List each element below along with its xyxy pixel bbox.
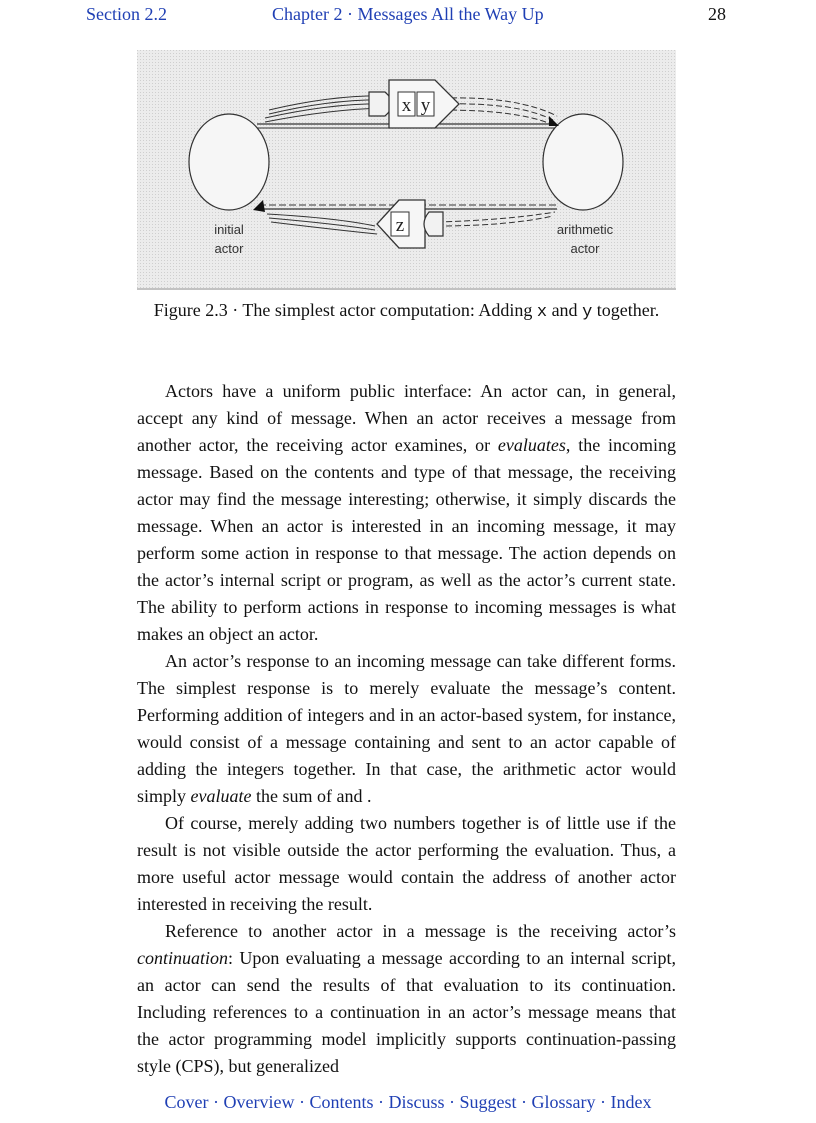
p2-emphasis: evaluate	[190, 786, 252, 806]
caption-y: y	[582, 303, 593, 322]
p2-text-a: An actor’s response to an incoming message can take different forms. The simplest response is to merely evaluate the message’s content. Performing addition of integers and in an actor-based system, for instance, would consist of a message containing and sent to an actor capable of adding the integers together. In that case, the arithmetic actor would simply	[137, 651, 676, 806]
p1-text-a: Actors have a uniform public interface: An actor can, in general, accept any kind of message. When an actor receives a message from another actor, the receiving actor examines, or	[137, 381, 676, 455]
p1-emphasis: evaluates	[497, 435, 566, 455]
message-y: y	[420, 95, 431, 116]
footer-separator: ·	[298, 1092, 305, 1112]
footer-link-suggest[interactable]: Suggest	[459, 1092, 517, 1112]
footer-link-index[interactable]: Index	[610, 1092, 652, 1112]
p4-text-a: Reference to another actor in a message is the receiving actor’s	[165, 921, 676, 941]
paragraph-2	[137, 648, 676, 810]
paragraph-4	[137, 918, 676, 1080]
footer-separator: ·	[600, 1092, 607, 1112]
chapter-link[interactable]: Chapter 2 · Messages All the Way Up	[272, 4, 544, 24]
p1-text-b: , the incoming message. Based on the contents and type of that message, the receiving actor may find the message interesting; otherwise, it simply discards the message. When an actor is interested in an incoming message, it may perform some action in response to that message. The action depends on the actor’s internal script or program, as well as the actor’s current state. The ability to perform actions in response to incoming messages is what makes an object an actor.	[137, 435, 677, 644]
actor-diagram	[137, 50, 676, 290]
initial-actor-label-2: actor	[214, 241, 244, 256]
caption-x: x	[536, 303, 548, 322]
p2-text-b: the sum of and .	[251, 786, 372, 806]
footer-link-discuss[interactable]: Discuss	[388, 1092, 445, 1112]
footer-link-overview[interactable]: Overview	[223, 1092, 295, 1112]
page-header	[0, 4, 816, 30]
message-x: x	[401, 95, 412, 116]
footer-nav	[0, 1092, 816, 1113]
paragraph-3	[137, 810, 676, 918]
footer-separator: ·	[521, 1092, 528, 1112]
footer-separator: ·	[377, 1092, 384, 1112]
footer-separator: ·	[212, 1092, 219, 1112]
section-link[interactable]: Section 2.2	[86, 4, 167, 24]
footer-link-contents[interactable]: Contents	[309, 1092, 374, 1112]
figure-caption	[137, 300, 676, 322]
footer-link-glossary[interactable]: Glossary	[531, 1092, 596, 1112]
footer-link-cover[interactable]: Cover	[164, 1092, 209, 1112]
caption-prefix: Figure 2.3 · The simplest actor computation: Adding	[153, 300, 537, 320]
body-text	[137, 378, 676, 1080]
p4-text-b: : Upon evaluating a message according to an internal script, an actor can send the results of that evaluation to its continuation. Including references to a continuation in an actor’s message means that the actor programming model implicitly supports continuation-passing style (CPS), but generalized	[137, 948, 676, 1076]
page-number: 28	[708, 4, 726, 24]
footer-separator: ·	[449, 1092, 455, 1112]
caption-middle: and	[547, 300, 583, 320]
p3-text: Of course, merely adding two numbers together is of little use if the result is not visible outside the actor performing the evaluation. Thus, a more useful actor message would contain the address of another actor interested in receiving the result.	[137, 813, 676, 914]
caption-suffix: together.	[592, 300, 660, 320]
message-z-label: z	[395, 215, 405, 236]
figure-2-3	[137, 50, 676, 290]
arithmetic-actor-label-2: actor	[570, 241, 600, 256]
initial-actor-label-1: initial	[214, 222, 244, 237]
paragraph-1	[137, 378, 676, 648]
arithmetic-actor-label-1: arithmetic	[556, 222, 614, 237]
p4-emphasis: continuation	[137, 948, 228, 968]
